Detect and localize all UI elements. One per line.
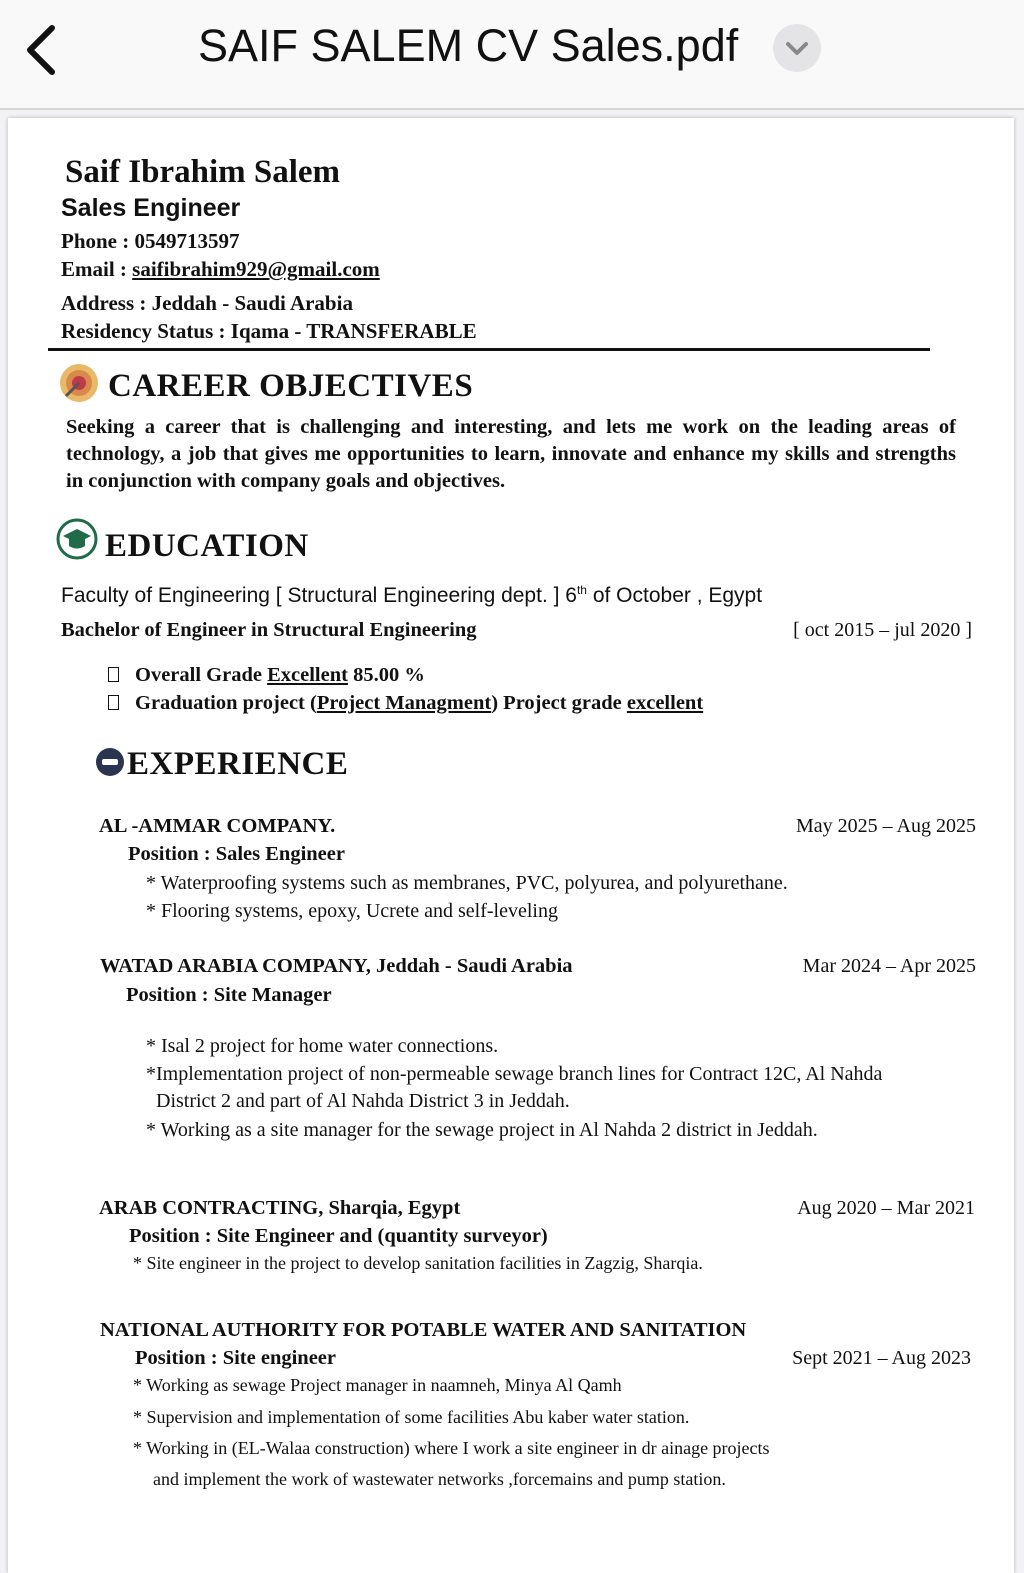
address-line: Address : Jeddah - Saudi Arabia <box>61 291 353 315</box>
experience-icon <box>94 746 126 778</box>
graduation-project: Graduation project (Project Managment) Project grade excellent <box>108 692 703 715</box>
title-dropdown-button[interactable] <box>773 24 821 72</box>
experience-heading: EXPERIENCE <box>127 746 349 782</box>
target-icon <box>58 362 100 404</box>
email-line: Email : saifibrahim929@gmail.com <box>61 257 380 281</box>
edu-degree: Bachelor of Engineer in Structural Engineering <box>61 619 477 641</box>
edu-dates: [ oct 2015 – jul 2020 ] <box>793 619 972 641</box>
job-4-dates: Sept 2021 – Aug 2023 <box>792 1347 971 1369</box>
job-1-company: AL -AMMAR COMPANY. <box>99 815 336 837</box>
job-4-company: NATIONAL AUTHORITY FOR POTABLE WATER AND SANITATION <box>100 1319 747 1341</box>
job-4-line: and implement the work of wastewater networks ,forcemains and pump station. <box>153 1469 726 1489</box>
career-text: Seeking a career that is challenging and interesting, and lets me work on the leading areas of technology, a job that gives me opportunities to learn, innovate and enhance my skills and strengths in conjunction with company goals and objectives. <box>66 416 956 492</box>
education-heading: EDUCATION <box>105 528 309 564</box>
job-1-dates: May 2025 – Aug 2025 <box>796 815 976 837</box>
career-heading: CAREER OBJECTIVES <box>108 368 474 404</box>
overall-grade: Overall Grade Excellent 85.00 % <box>108 664 425 687</box>
header-divider <box>48 348 930 351</box>
pdf-page <box>8 118 1014 1573</box>
cv-name: Saif Ibrahim Salem <box>65 154 341 190</box>
job-1-line: * Flooring systems, epoxy, Ucrete and self-leveling <box>146 900 558 922</box>
document-title: SAIF SALEM CV Sales.pdf <box>198 20 739 71</box>
job-2-dates: Mar 2024 – Apr 2025 <box>802 955 976 977</box>
job-1-line: * Waterproofing systems such as membranes, PVC, polyurea, and polyurethane. <box>146 872 788 894</box>
residency-line: Residency Status : Iqama - TRANSFERABLE <box>61 319 477 343</box>
job-2-position: Position : Site Manager <box>126 984 332 1006</box>
edu-faculty: Faculty of Engineering [ Structural Engineering dept. ] 6th of October , Egypt <box>61 583 763 607</box>
job-4-line: * Supervision and implementation of some facilities Abu kaber water station. <box>133 1407 690 1427</box>
job-4-line: * Working in (EL-Walaa construction) where I work a site engineer in dr ainage projects <box>133 1438 770 1458</box>
job-4-line: * Working as sewage Project manager in naamneh, Minya Al Qamh <box>133 1375 622 1395</box>
graduation-cap-icon <box>56 518 98 560</box>
back-button[interactable] <box>18 20 66 80</box>
job-3-position: Position : Site Engineer and (quantity surveyor) <box>129 1225 548 1247</box>
email-link[interactable]: saifibrahim929@gmail.com <box>132 257 380 281</box>
job-3-company: ARAB CONTRACTING, Sharqia, Egypt <box>99 1197 461 1219</box>
job-2-line: District 2 and part of Al Nahda District 3 in Jeddah. <box>156 1090 570 1112</box>
job-4-position: Position : Site engineer <box>135 1347 336 1369</box>
job-3-line: * Site engineer in the project to develop sanitation facilities in Zagzig, Sharqia. <box>133 1253 703 1273</box>
job-1-position: Position : Sales Engineer <box>128 843 345 865</box>
job-2-line: * Isal 2 project for home water connections. <box>146 1035 499 1057</box>
cv-role: Sales Engineer <box>61 194 241 222</box>
chevron-down-icon <box>773 24 821 72</box>
phone-number: 0549713597 <box>134 229 240 253</box>
job-2-company: WATAD ARABIA COMPANY, Jeddah - Saudi Arabia <box>100 955 573 977</box>
top-bar <box>0 0 1024 110</box>
phone-line: Phone : 0549713597 <box>61 229 240 253</box>
job-2-line: *Implementation project of non-permeable sewage branch lines for Contract 12C, Al Nahda <box>146 1063 883 1085</box>
chevron-left-icon <box>18 20 66 80</box>
job-3-dates: Aug 2020 – Mar 2021 <box>797 1197 975 1219</box>
job-2-line: * Working as a site manager for the sewage project in Al Nahda 2 district in Jeddah. <box>146 1119 818 1141</box>
